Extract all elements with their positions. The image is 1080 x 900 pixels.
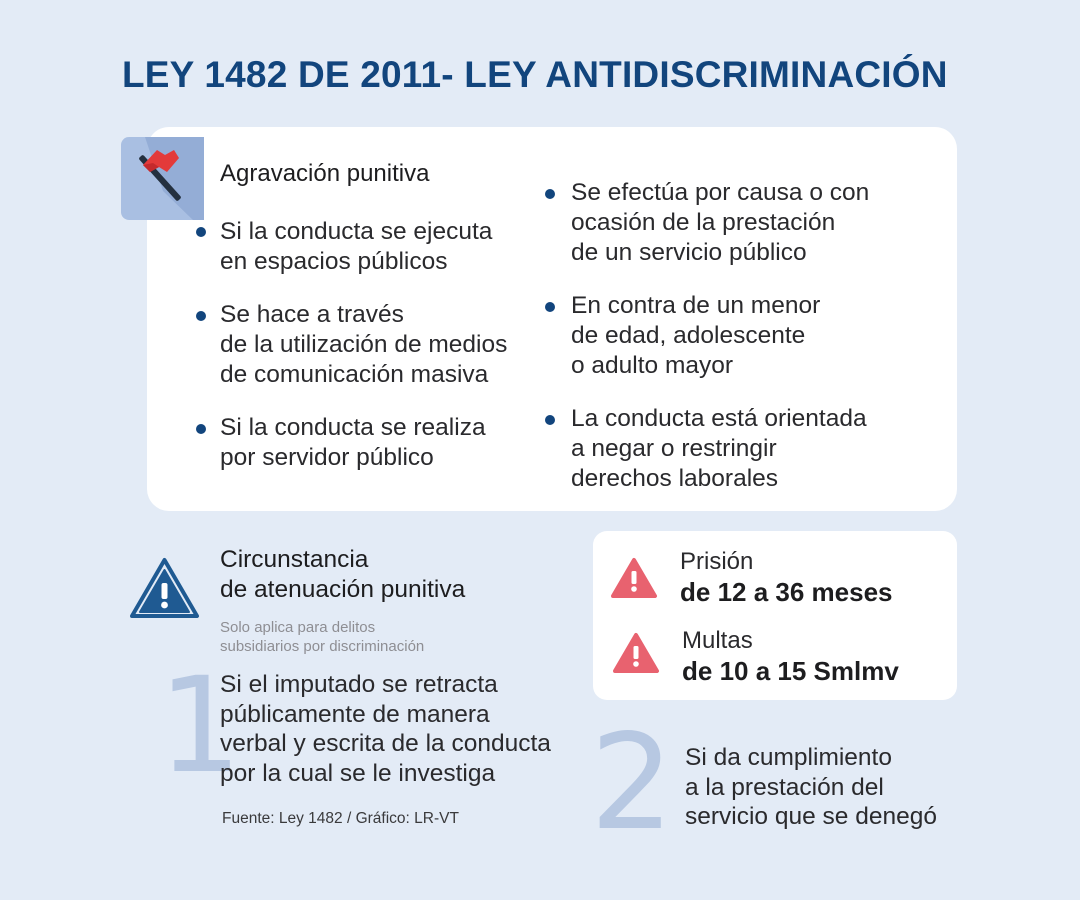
aggravation-title: Agravación punitiva	[220, 160, 430, 187]
warning-icon	[129, 557, 200, 619]
attenuation-item-text: Si da cumplimiento a la prestación del servicio que se denegó	[685, 744, 937, 830]
attenuation-subtitle: Solo aplica para delitos subsidiarios por discriminación	[220, 619, 425, 655]
penalty-value: de 10 a 15 Smlmv	[682, 656, 899, 686]
bullet-dot	[545, 302, 555, 312]
aggravation-item: Si la conducta se realiza por servidor público	[220, 414, 486, 471]
penalty-label: Multas	[682, 627, 753, 654]
bullet-dot	[196, 227, 206, 237]
warning-icon	[610, 557, 658, 599]
aggravation-item: Si la conducta se ejecuta en espacios públicos	[220, 218, 493, 275]
penalty-label: Prisión	[680, 548, 754, 575]
flag-icon-box	[121, 137, 204, 220]
aggravation-item: La conducta está orientada a negar o restringir derechos laborales	[571, 405, 867, 492]
source-credit: Fuente: Ley 1482 / Gráfico: LR-VT	[222, 810, 459, 827]
aggravation-item: Se hace a través de la utilización de medios de comunicación masiva	[220, 301, 508, 388]
penalty-value: de 12 a 36 meses	[680, 577, 893, 607]
page-title: LEY 1482 DE 2011- LEY ANTIDISCRIMINACIÓN	[122, 54, 948, 95]
aggravation-item: Se efectúa por causa o con ocasión de la prestación de un servicio público	[571, 179, 870, 266]
bullet-dot	[545, 189, 555, 199]
bullet-dot	[545, 415, 555, 425]
bullet-dot	[196, 424, 206, 434]
warning-icon	[612, 632, 660, 674]
attenuation-item-text: Si el imputado se retracta públicamente de manera verbal y escrita de la conducta por la cual se le investiga	[220, 671, 551, 787]
flag-icon	[121, 137, 204, 220]
aggravation-item: En contra de un menor de edad, adolescente o adulto mayor	[571, 292, 821, 379]
item-number: 2	[590, 706, 674, 860]
attenuation-title: Circunstancia de atenuación punitiva	[220, 546, 466, 603]
bullet-dot	[196, 311, 206, 321]
item-number: 1	[158, 649, 242, 803]
